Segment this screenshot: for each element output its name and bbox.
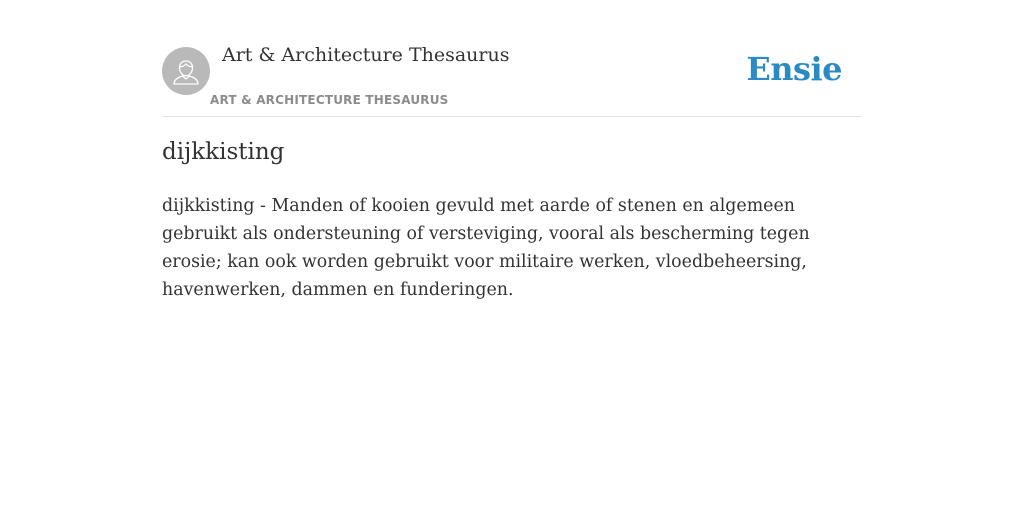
- source-subtitle-link[interactable]: ART & ARCHITECTURE THESAURUS: [210, 93, 449, 107]
- source-title-link[interactable]: Art & Architecture Thesaurus: [222, 44, 510, 66]
- ensie-logo[interactable]: Ensie: [746, 50, 842, 88]
- term-definition: dijkkisting - Manden of kooien gevuld met aarde of stenen en algemeen gebruikt als ondersteuning of versteviging, vooral als bescherming tegen erosie; kan ook worden gebruikt voor militaire werken, vloedbeheersing, havenwerken, dammen en funderingen.: [162, 196, 810, 300]
- user-silhouette-icon: [162, 47, 210, 95]
- page-container: [162, 0, 862, 300]
- page-header: [162, 0, 862, 117]
- term-title: dijkkisting: [162, 139, 285, 165]
- avatar[interactable]: [162, 47, 210, 95]
